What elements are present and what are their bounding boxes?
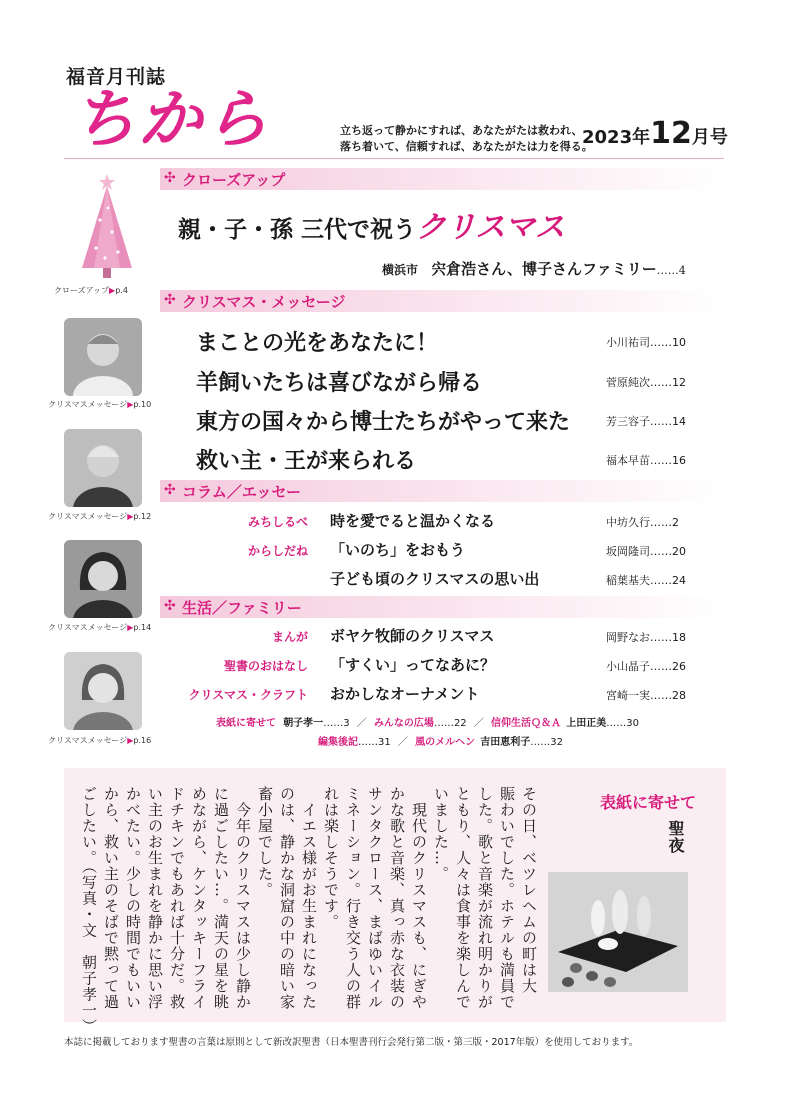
cover-note-column: かな歌と音楽、真っ赤な衣装の bbox=[388, 786, 406, 1010]
section-title: クローズアップ bbox=[182, 171, 286, 189]
page-number: 22 bbox=[453, 718, 467, 729]
message-author-1 bbox=[606, 334, 726, 350]
message-author-2 bbox=[606, 374, 726, 390]
misc-line-2 bbox=[318, 733, 563, 748]
life-title-1[interactable]: ボヤケ牧師のクリスマス bbox=[330, 627, 495, 645]
column-author-1 bbox=[606, 514, 726, 530]
misc-marchen-link[interactable] bbox=[415, 737, 563, 748]
cover-note-column: ミネーション。行き交う人の群 bbox=[344, 786, 362, 1010]
page-number: 18 bbox=[672, 631, 686, 644]
message-title-1[interactable]: まことの光をあなたに！ bbox=[196, 330, 439, 356]
section-title: コラム／エッセー bbox=[182, 483, 301, 501]
cover-note-column: いました…。 bbox=[432, 786, 450, 882]
section-life bbox=[160, 596, 725, 618]
cover-note-column: のは、静かな洞窟の中の暗い家 bbox=[278, 786, 296, 1010]
cover-note-column: 畜小屋でした。 bbox=[256, 786, 274, 898]
closeup-headline[interactable] bbox=[178, 202, 565, 246]
caption-page: p.12 bbox=[133, 512, 152, 521]
dots: …… bbox=[650, 376, 672, 389]
cover-note-column: い主のお生まれを静かに思い浮 bbox=[146, 786, 164, 1010]
message-author-4 bbox=[606, 452, 726, 468]
message-thumb-caption-4[interactable] bbox=[48, 735, 160, 746]
column-title-1[interactable]: 時を愛でると温かくなる bbox=[330, 512, 496, 530]
page-number: 2 bbox=[672, 516, 679, 529]
header-rule bbox=[64, 158, 724, 159]
author-name: 稲葉基夫 bbox=[606, 574, 650, 587]
life-category-2: 聖書のおはなし bbox=[223, 659, 308, 673]
dots: …… bbox=[358, 737, 378, 748]
message-thumb-caption-1[interactable] bbox=[48, 399, 160, 410]
page-number: 31 bbox=[378, 737, 391, 748]
dots: …… bbox=[433, 718, 454, 729]
column-category-1: みちしるべ bbox=[247, 515, 308, 529]
triangle-right-icon: ▶ bbox=[127, 736, 134, 745]
misc-label: 信仰生活Ｑ＆Ａ bbox=[491, 718, 562, 729]
triangle-right-icon: ▶ bbox=[109, 286, 116, 295]
dots: …… bbox=[650, 631, 672, 644]
life-category-1: まんが bbox=[271, 630, 308, 644]
cover-note-column: から、救い主のそばで黙って過 bbox=[102, 786, 120, 1010]
page-number: 10 bbox=[672, 336, 686, 349]
misc-cover-note-link[interactable] bbox=[216, 718, 353, 729]
life-author-3 bbox=[606, 687, 726, 703]
page-number: 24 bbox=[672, 574, 686, 587]
author-name: 菅原純次 bbox=[606, 376, 650, 389]
author-name: 福本早苗 bbox=[606, 454, 650, 467]
page-number: 20 bbox=[672, 545, 686, 558]
author-photo-1 bbox=[64, 318, 142, 396]
author-name: 坂岡隆司 bbox=[606, 545, 650, 558]
misc-editorial-link[interactable] bbox=[318, 737, 394, 748]
issue-suffix: 月号 bbox=[691, 127, 728, 148]
dots: …… bbox=[650, 415, 672, 428]
caption-page: p.16 bbox=[133, 736, 152, 745]
author-name: 岡野なお bbox=[606, 631, 650, 644]
author-name: 宮崎一実 bbox=[606, 689, 650, 702]
caption-text: クリスマスメッセージ bbox=[48, 623, 128, 632]
triangle-right-icon: ▶ bbox=[127, 512, 134, 521]
christmas-tree-image bbox=[72, 170, 142, 282]
cross-icon: ✣ bbox=[164, 170, 176, 186]
author-photo-2 bbox=[64, 429, 142, 507]
misc-qa-link[interactable] bbox=[491, 718, 639, 729]
cover-note-column: 現代のクリスマスも、にぎや bbox=[410, 786, 428, 1010]
author-name: 小川祐司 bbox=[606, 336, 650, 349]
section-messages bbox=[160, 290, 725, 312]
author-name: 中坊久行 bbox=[606, 516, 650, 529]
dots: …… bbox=[650, 545, 672, 558]
section-title: 生活／ファミリー bbox=[182, 599, 302, 617]
message-thumb-caption-2[interactable] bbox=[48, 511, 160, 522]
author-photo-3 bbox=[64, 540, 142, 618]
page-number: 4 bbox=[678, 264, 686, 277]
misc-plaza-link[interactable] bbox=[374, 718, 470, 729]
page-number: 30 bbox=[626, 718, 639, 729]
cover-note-text bbox=[76, 780, 540, 1035]
misc-line-1 bbox=[216, 714, 639, 729]
triangle-right-icon: ▶ bbox=[127, 400, 134, 409]
tagline-line-2: 落ち着いて、信頼すれば、あなたがたは力を得る。 bbox=[340, 140, 593, 153]
separator: ／ bbox=[356, 718, 367, 729]
cover-note-column: 今年のクリスマスは少し静か bbox=[234, 786, 252, 1010]
cover-note-column: れは楽しそうです。 bbox=[322, 786, 340, 930]
dots: …… bbox=[606, 718, 627, 729]
life-title-2[interactable]: 「すくい」ってなあに？ bbox=[330, 656, 496, 674]
page-number: 14 bbox=[672, 415, 686, 428]
life-author-1 bbox=[606, 629, 726, 645]
life-title-3[interactable]: おかしなオーナメント bbox=[330, 685, 480, 703]
cover-note-column: かべたい。少しの時間でもいい bbox=[124, 786, 142, 1010]
author-photo-4 bbox=[64, 652, 142, 730]
page-number: 32 bbox=[550, 737, 564, 748]
column-title-2[interactable]: 「いのち」をおもう bbox=[330, 541, 466, 559]
cross-icon: ✣ bbox=[164, 482, 176, 498]
dots: …… bbox=[650, 660, 672, 673]
section-column bbox=[160, 480, 725, 502]
dots: …… bbox=[650, 574, 672, 587]
page-number: 3 bbox=[343, 718, 350, 729]
author-name: 芳三容子 bbox=[606, 415, 650, 428]
closeup-place: 横浜市 bbox=[382, 263, 419, 277]
cover-note-column: ごしたい。（写真・文 朝子孝一） bbox=[80, 786, 98, 1035]
column-author-3 bbox=[606, 572, 726, 588]
misc-name: 吉田恵利子 bbox=[480, 737, 531, 748]
column-author-2 bbox=[606, 543, 726, 559]
misc-label: 表紙に寄せて bbox=[216, 718, 276, 729]
page-number: 12 bbox=[672, 376, 686, 389]
misc-label: 編集後記 bbox=[318, 737, 358, 748]
author-name: 小山晶子 bbox=[606, 660, 650, 673]
caption-text: クローズアップ bbox=[54, 286, 110, 295]
cross-icon: ✣ bbox=[164, 598, 176, 614]
issue-month: 12 bbox=[650, 116, 692, 151]
misc-label: みんなの広場 bbox=[373, 718, 434, 729]
column-title-3[interactable]: 子ども頃のクリスマスの思い出 bbox=[330, 570, 540, 588]
cover-note-column: その日、ベツレヘムの町は大 bbox=[520, 786, 538, 994]
dots: …… bbox=[530, 737, 551, 748]
caption-text: クリスマスメッセージ bbox=[48, 736, 128, 745]
tagline-line-1: 立ち返って静かにすれば、あなたがたは救われ、 bbox=[340, 124, 583, 137]
misc-name: 朝子孝一 bbox=[283, 718, 324, 729]
misc-name: 上田正美 bbox=[566, 718, 607, 729]
footer-note: 本誌に掲載しております聖書の言葉は原則として新改訳聖書（日本聖書刊行会発行第二版・第三版・2017年版）を使用しております。 bbox=[64, 1037, 639, 1048]
page-number: 16 bbox=[672, 454, 686, 467]
cover-note-column: めながら、ケンタッキーフライ bbox=[190, 786, 208, 1010]
magazine-logo: ちから bbox=[72, 83, 270, 157]
cover-note-subtitle: 聖夜 bbox=[666, 820, 685, 854]
dots: …… bbox=[656, 264, 679, 277]
cover-photo bbox=[548, 872, 688, 992]
section-title: クリスマス・メッセージ bbox=[182, 293, 346, 311]
caption-text: クリスマスメッセージ bbox=[48, 400, 128, 409]
separator: ／ bbox=[473, 718, 484, 729]
closeup-family: 宍倉浩さん、博子さんファミリー bbox=[431, 260, 657, 278]
closeup-byline bbox=[382, 258, 686, 279]
closeup-title-plain: 親・子・孫 三代で祝う bbox=[178, 217, 417, 243]
section-closeup bbox=[160, 168, 725, 190]
cross-icon: ✣ bbox=[164, 292, 176, 308]
page-number: 28 bbox=[672, 689, 686, 702]
closeup-thumb-caption[interactable] bbox=[54, 285, 166, 296]
message-thumb-caption-3[interactable] bbox=[48, 622, 160, 633]
dots: …… bbox=[323, 718, 344, 729]
misc-label: 風のメルヘン bbox=[415, 737, 476, 748]
cover-note-column: した。歌と音楽が流れ明かりが bbox=[476, 786, 494, 1010]
magazine-label: 福音月刊誌 bbox=[66, 66, 167, 88]
cover-note-heading: 表紙に寄せて bbox=[600, 793, 697, 812]
column-category-2: からしだね bbox=[247, 544, 308, 558]
message-title-4[interactable]: 救い主・王が来られる bbox=[196, 448, 417, 474]
message-title-3[interactable]: 東方の国々から博士たちがやって来た bbox=[196, 409, 571, 435]
caption-page: p.4 bbox=[115, 286, 128, 295]
life-author-2 bbox=[606, 658, 726, 674]
cover-note-column: ドチキンでもあれば十分だ。救 bbox=[168, 786, 186, 1010]
life-category-3: クリスマス・クラフト bbox=[188, 688, 308, 702]
issue-date bbox=[582, 116, 728, 151]
issue-year: 2023年 bbox=[582, 127, 651, 148]
dots: …… bbox=[650, 516, 672, 529]
dots: …… bbox=[650, 454, 672, 467]
cover-note-column: に過ごしたい…。満天の星を眺 bbox=[212, 786, 230, 1010]
dots: …… bbox=[650, 689, 672, 702]
cover-note-column: ともり、人々は食事を楽しんで bbox=[454, 786, 472, 1010]
caption-page: p.10 bbox=[133, 400, 152, 409]
page-number: 26 bbox=[672, 660, 686, 673]
dots: …… bbox=[650, 336, 672, 349]
cover-note-column: イエス様がお生まれになった bbox=[300, 786, 318, 1010]
caption-page: p.14 bbox=[133, 623, 152, 632]
separator: ／ bbox=[397, 737, 408, 748]
message-author-3 bbox=[606, 413, 726, 429]
cover-note-column: 賑わいでした。ホテルも満員で bbox=[498, 786, 516, 1010]
caption-text: クリスマスメッセージ bbox=[48, 512, 128, 521]
cover-note-column: サンタクロース、まばゆいイル bbox=[366, 786, 384, 1010]
triangle-right-icon: ▶ bbox=[127, 623, 134, 632]
closeup-title-accent: クリスマス bbox=[416, 210, 565, 245]
message-title-2[interactable]: 羊飼いたちは喜びながら帰る bbox=[196, 370, 483, 396]
